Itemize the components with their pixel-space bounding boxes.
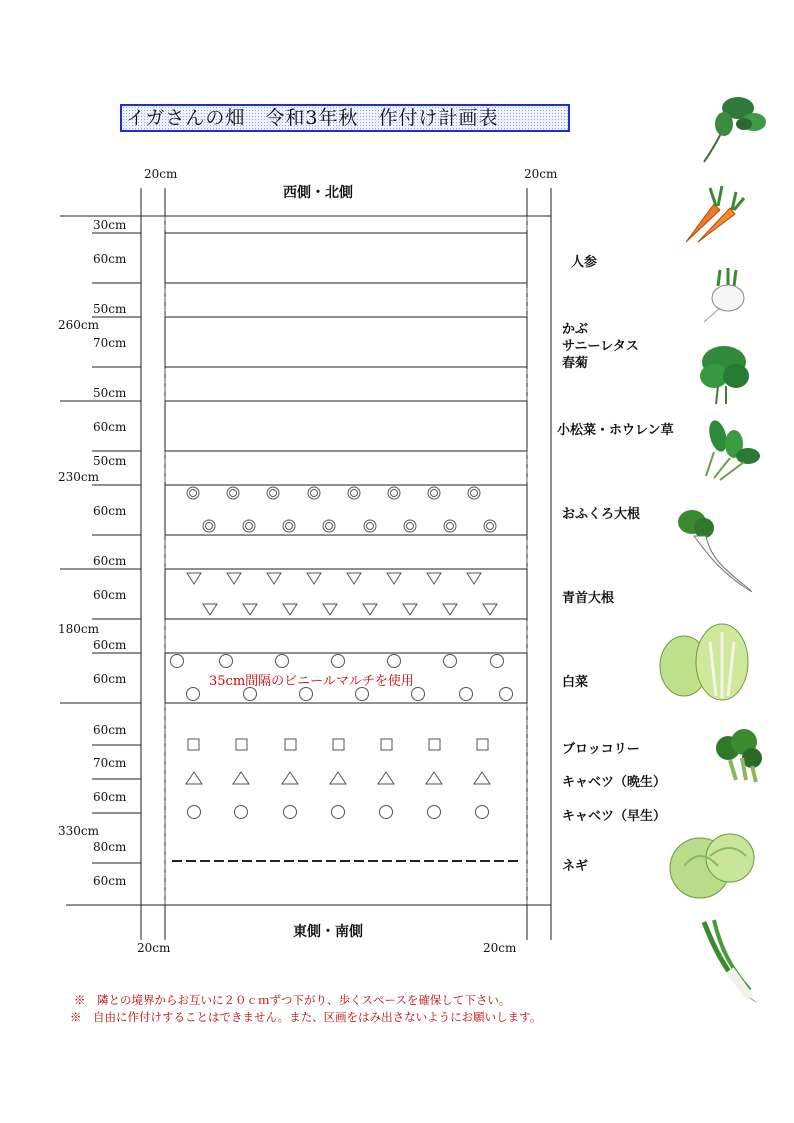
napa-cabbage-icon: [660, 624, 748, 700]
broccoli-icon: [716, 729, 762, 782]
section-total: 180cm: [58, 622, 100, 636]
crop-label-aokubi-daikon: 青首大根: [562, 591, 615, 606]
crop-label-shungiku: 春菊: [562, 356, 589, 371]
row-dimension: 50cm: [93, 454, 127, 468]
footer-note: ※ 隣との境界からお互いに２０ｃｍずつ下がり、歩くスペースを確保して下さい。: [74, 993, 511, 1007]
crop-label-cabbage-late: キャベツ（晩生）: [562, 775, 667, 790]
komatsuna-icon: [706, 418, 760, 480]
row-dimension: 60cm: [93, 790, 127, 804]
aokubi-markers: [187, 573, 497, 615]
row-dimension: 60cm: [93, 672, 127, 686]
crop-label-komatsuna-spinach: 小松菜・ホウレン草: [557, 423, 674, 438]
bed-turnip-lettuce: [165, 317, 527, 367]
row-dimension: 60cm: [93, 504, 127, 518]
crop-label-leek: ネギ: [562, 859, 589, 874]
row-dimension: 60cm: [93, 252, 127, 266]
section-total: 330cm: [58, 824, 100, 838]
page-title: イガさんの畑 令和3年秋 作付け計画表: [120, 104, 570, 132]
daikon-icon: [678, 510, 752, 592]
row-dimension: 70cm: [93, 336, 127, 350]
daikon-markers: [187, 487, 496, 532]
crop-label-turnip: かぶ: [562, 322, 589, 337]
spinach-icon: [704, 97, 766, 162]
broccoli-markers: [188, 739, 488, 750]
margin-label-top-right: 20cm: [524, 167, 558, 181]
row-dimension: 60cm: [93, 420, 127, 434]
leek-icon: [704, 920, 756, 1002]
crop-label-carrot: 人参: [571, 255, 598, 270]
shungiku-icon: [700, 346, 749, 404]
crop-label-cabbage-early: キャベツ（早生）: [562, 809, 667, 824]
margin-label-bottom-left: 20cm: [137, 941, 171, 955]
row-dimension: 60cm: [93, 874, 127, 888]
bed-komatsuna: [165, 401, 527, 451]
row-dimension: 60cm: [93, 723, 127, 737]
cabbage-late-markers: [186, 772, 490, 784]
crop-label-broccoli: ブロッコリー: [562, 742, 640, 757]
footer-note: ※ 自由に作付けすることはできません。また、区画をはみ出さないようにお願いします。: [70, 1010, 542, 1024]
row-dimension: 50cm: [93, 302, 127, 316]
bed-ofukuro-daikon: [165, 485, 527, 535]
section-total: 260cm: [58, 318, 100, 332]
row-dimension: 70cm: [93, 756, 127, 770]
bed-carrot: [165, 233, 527, 283]
bed-aokubi-daikon: [165, 569, 527, 619]
crop-label-hakusai: 白菜: [562, 675, 589, 690]
cabbage-early-markers: [188, 806, 489, 819]
section-total: 230cm: [58, 470, 100, 484]
mulch-note: 35cm間隔のビニールマルチを使用: [209, 674, 414, 689]
row-dimension: 50cm: [93, 386, 127, 400]
crop-label-sunny-lettuce: サニーレタス: [562, 339, 639, 354]
row-dimension: 60cm: [93, 638, 127, 652]
crop-label-ofukuro-daikon: おふくろ大根: [562, 507, 641, 522]
side-label-north: 西側・北側: [283, 185, 353, 201]
margin-label-bottom-right: 20cm: [483, 941, 517, 955]
margin-label-top-left: 20cm: [144, 167, 178, 181]
row-dimension: 30cm: [93, 218, 127, 232]
side-label-south: 東側・南側: [293, 924, 363, 940]
carrot-icon: [686, 186, 744, 242]
turnip-icon: [704, 268, 744, 322]
row-dimension: 80cm: [93, 840, 127, 854]
row-dimension: 60cm: [93, 588, 127, 602]
row-dimension: 60cm: [93, 554, 127, 568]
cabbage-icon: [670, 834, 754, 898]
